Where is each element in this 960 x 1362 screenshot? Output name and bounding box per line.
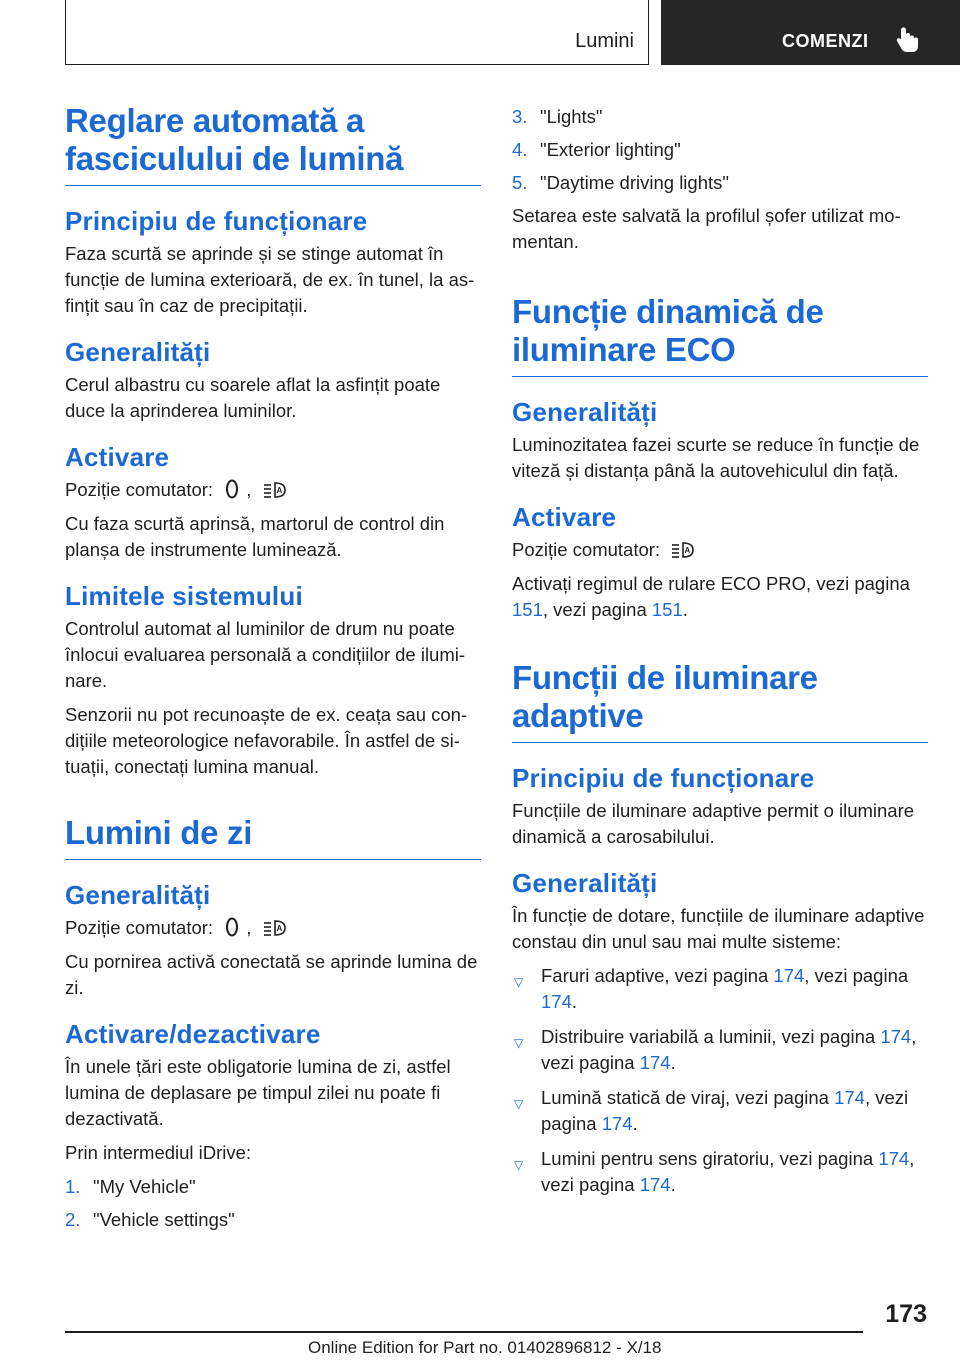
heading-limite: Limitele sistemului [65,581,303,611]
heading-lumini-zi: Lumini de zi [65,814,481,860]
heading-activare: Activare [65,442,170,472]
list-item: ▽ Faruri adaptive, vezi pagina 174, vezi pagina 174. [512,963,928,1015]
footer-divider [65,1331,863,1333]
svg-text:A: A [276,924,282,933]
zi-switch-position-line [65,915,481,941]
light-switch-zero-icon [224,916,240,938]
switch-position-line [65,477,481,503]
triangle-bullet-icon: ▽ [514,1097,524,1111]
text-ad-generalitati: În funcție de dotare, funcțiile de iluminare adaptive constau din unul sau mai multe sisteme: [512,905,925,952]
light-switch-zero-icon [224,478,240,500]
list-item: ▽ Lumini pentru sens giratoriu, vezi pagina 174, vezi pagina 174. [512,1146,928,1198]
text-setting-saved: Setarea este salvată la profilul șofer utilizat momentan. [512,205,901,252]
list-item: 4. "Exterior lighting" [512,139,681,160]
text-activare: Cu faza scurtă aprinsă, martorul de control din planșa de instrumente luminează. [65,513,445,560]
list-item: 5. "Daytime driving lights" [512,172,729,193]
auto-headlight-icon [671,538,697,560]
list-item: 1. "My Vehicle" [65,1176,196,1197]
text-idrive: Prin intermediul iDrive: [65,1142,252,1163]
text-limite-2: Senzorii nu pot recunoaște de ex. ceața sau condițiile meteorologice nefavorabile. În astfel de situații, conectați lumina manual. [65,704,468,777]
page-link[interactable]: 151 [512,599,543,620]
auto-headlight-icon [263,478,289,500]
heading-zi-generalitati: Generalități [65,880,211,910]
auto-headlight-icon [263,916,289,938]
heading-zi-activare: Activare/dezactivare [65,1019,321,1049]
text-principiu: Faza scurtă se aprinde și se stinge automat în funcție de lumina exterioară, de ex. în tunel, la asfințit sau în caz de precipitații. [65,243,475,316]
list-item: ▽ Distribuire variabilă a luminii, vezi pagina 174, vezi pagina 174. [512,1024,928,1076]
page-link[interactable]: 174 [773,965,805,986]
header-section-box [65,0,649,65]
heading-ad-principiu: Principiu de funcționare [512,763,815,793]
page-link[interactable]: 174 [541,991,572,1012]
page-link[interactable]: 151 [651,599,683,620]
svg-text:A: A [276,486,282,495]
heading-auto-beam: Reglare automată a fasciculului de lumină [65,102,481,186]
heading-eco-generalitati: Generalități [512,397,658,427]
text-zi-generalitati: Cu pornirea activă conectată se aprinde lumina de zi. [65,951,478,998]
header-chapter-title: COMENZI [782,31,869,51]
text-zi-activare: În unele țări este obligatorie lumina de zi, astfel lumina de deplasare pe timpul zilei nu poate fi dezactivată. [65,1056,451,1129]
right-steps-list [512,104,928,196]
svg-text:A: A [684,546,691,555]
left-steps-list [65,1174,481,1233]
header-section-title: Lumini [575,30,634,52]
right-column [512,104,928,1207]
heading-eco-activare: Activare [512,502,617,532]
list-item: ▽ Lumină statică de viraj, vezi pagina 174, vezi pagina 174. [512,1085,928,1137]
footer-edition: Online Edition for Part no. 01402896812 - X/18 [308,1338,662,1357]
eco-switch-position-line [512,537,928,563]
left-column [65,102,481,1240]
triangle-bullet-icon: ▽ [514,975,524,989]
triangle-bullet-icon: ▽ [514,1158,524,1172]
page-number: 173 [885,1300,927,1328]
switch-separator: , [246,479,252,500]
page-link[interactable]: 174 [601,1113,633,1134]
text-eco-generalitati: Luminozitatea fazei scurte se reduce în funcție de viteză și distanța până la autovehiculul din față. [512,434,920,481]
heading-generalitati: Generalități [65,337,211,367]
text-ad-principiu: Funcțiile de iluminare adaptive permit o iluminare dinamică a carosabilului. [512,800,915,847]
adaptive-systems-list [512,963,928,1198]
page-link[interactable]: 174 [639,1052,671,1073]
text-eco-activare: Activați regimul de rulare ECO PRO, vezi pagina 151, vezi pagina 151. [512,573,910,620]
list-item: 2. "Vehicle settings" [65,1209,235,1230]
heading-ad-generalitati: Generalități [512,868,658,898]
hand-pointer-icon [895,26,921,54]
page-link[interactable]: 174 [878,1148,910,1169]
text-generalitati: Cerul albastru cu soarele aflat la asfințit poate duce la aprinderea luminilor. [65,374,441,421]
switch-position-label: Poziție comutator: [65,479,214,500]
page-link[interactable]: 174 [880,1026,912,1047]
heading-adaptive: Funcții de iluminare adaptive [512,659,928,743]
zi-switch-position-label: Poziție comutator: [65,917,214,938]
page-link[interactable]: 174 [834,1087,865,1108]
heading-eco: Funcție dinamică de iluminare ECO [512,293,928,377]
heading-principiu: Principiu de funcționare [65,206,368,236]
header-chapter-tab[interactable] [661,0,960,65]
triangle-bullet-icon: ▽ [514,1036,524,1050]
eco-switch-position-label: Poziție comutator: [512,539,661,560]
page-link[interactable]: 174 [639,1174,671,1195]
zi-switch-separator: , [246,917,252,938]
list-item: 3. "Lights" [512,106,603,127]
text-limite-1: Controlul automat al luminilor de drum nu poate înlocui evaluarea personală a condițiilor de iluminare. [65,618,466,691]
